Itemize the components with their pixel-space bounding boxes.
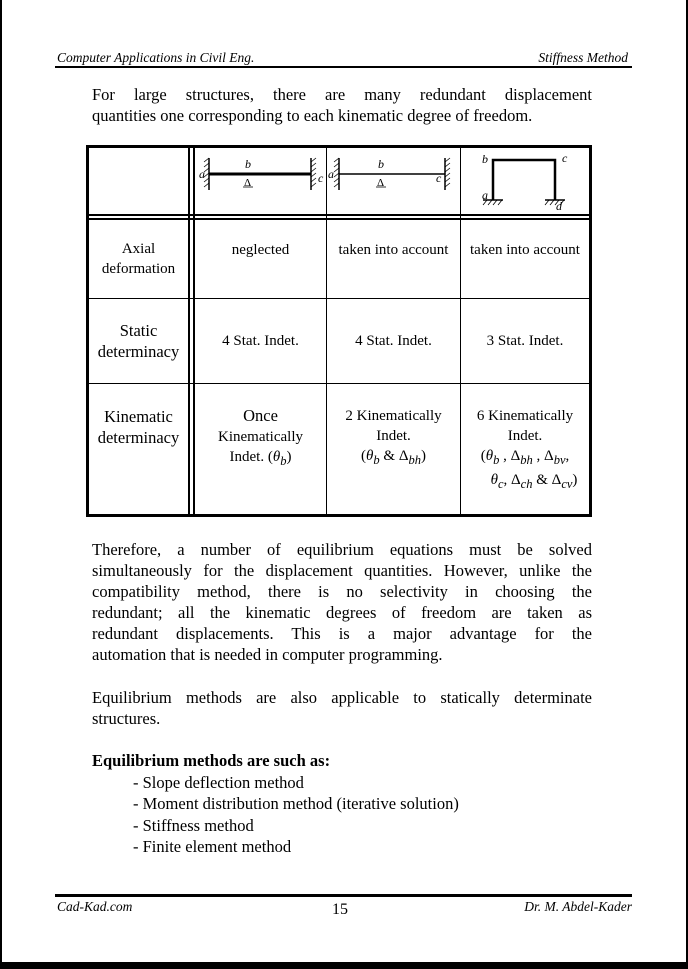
- cell-text: Indet.: [507, 428, 543, 444]
- label-line: Axial: [121, 241, 156, 257]
- page-border-left: [0, 0, 2, 969]
- node-label-a: a: [482, 188, 488, 202]
- text-line: Therefore, a number of equilibrium equations must be solved: [92, 540, 592, 559]
- cell-text: taken into account: [470, 242, 580, 258]
- cell-text: taken into account: [338, 242, 449, 258]
- text-line: redundant; all the kinematic degrees of freedom are taken as: [92, 603, 592, 622]
- row-label-kinematic-determinacy: [89, 384, 188, 514]
- cell-text: 4 Stat. Indet.: [355, 333, 432, 349]
- page-border-bottom: [0, 962, 688, 969]
- cell-static-beam2: [327, 299, 460, 383]
- node-label-a: a: [328, 167, 334, 181]
- fixed-beam-diagram-2: [327, 148, 460, 214]
- cell-text: Kinematically: [218, 429, 303, 445]
- cell-kinematic-beam1: [195, 384, 326, 514]
- applicability-paragraph: [92, 687, 592, 729]
- table-divider: [188, 145, 190, 517]
- text-line: compatibility method, there is no selectivity in choosing the: [92, 582, 592, 601]
- table-divider: [86, 214, 592, 216]
- portal-frame-diagram: [461, 148, 589, 214]
- header-chapter-title: Stiffness Method: [538, 50, 628, 65]
- text-line: redundant displacements. This is a major advantage for the: [92, 624, 592, 643]
- node-label-c: c: [562, 151, 568, 165]
- comparison-table: [86, 145, 592, 517]
- label-line: determinacy: [97, 342, 180, 361]
- node-label-c: c: [436, 171, 442, 185]
- node-label-b: b: [482, 152, 488, 166]
- cell-text: Indet.: [376, 428, 411, 444]
- text-line: structures.: [92, 709, 161, 728]
- row-label-axial-deformation: [89, 220, 188, 298]
- page-header: [57, 50, 630, 66]
- displacement-symbol: Δ: [377, 177, 385, 189]
- header-rule: [55, 66, 632, 68]
- label-line: deformation: [101, 261, 176, 277]
- cell-text: $\theta_c$, $\Delta_{ch}$ & $\Delta_{cv}$): [490, 472, 578, 491]
- label-line: Static: [119, 321, 158, 340]
- cell-text: Once: [243, 406, 278, 425]
- cell-axial-beam1: [195, 220, 326, 298]
- displacement-symbol: Δ: [244, 177, 252, 189]
- list-item: - Finite element method: [133, 836, 292, 856]
- cell-text: Indet. $(\theta_b)$: [229, 449, 292, 468]
- cell-text: 6 Kinematically: [476, 408, 574, 424]
- text-line: For large structures, there are many redundant displacement: [92, 85, 592, 104]
- text-line: simultaneously for the displacement quantities. However, unlike the: [92, 561, 592, 580]
- cell-kinematic-frame: [461, 384, 589, 514]
- cell-axial-frame: [461, 220, 589, 298]
- footer-rule: [55, 894, 632, 897]
- intro-paragraph: [92, 84, 592, 126]
- label-line: determinacy: [97, 428, 180, 447]
- node-label-b: b: [245, 157, 251, 171]
- equilibrium-explanation-paragraph: [92, 539, 592, 665]
- text-line: automation that is needed in computer programming.: [92, 645, 443, 664]
- cell-text: neglected: [231, 242, 290, 258]
- cell-text: 3 Stat. Indet.: [486, 333, 564, 349]
- node-label-b: b: [378, 157, 384, 171]
- cell-static-beam1: [195, 299, 326, 383]
- methods-heading: Equilibrium methods are such as:: [92, 751, 331, 770]
- text-line: Equilibrium methods are also applicable to statically determinate: [92, 688, 592, 707]
- footer-author: Dr. M. Abdel-Kader: [524, 899, 632, 914]
- node-label-c: c: [318, 171, 324, 185]
- cell-text: ($\theta_b$ & $\Delta_{bh}$): [361, 448, 426, 467]
- list-item: - Slope deflection method: [133, 773, 304, 792]
- header-course-title: Computer Applications in Civil Eng.: [57, 50, 255, 65]
- label-line: Kinematic: [104, 407, 173, 426]
- footer-website: Cad-Kad.com: [57, 899, 133, 914]
- fixed-beam-diagram-1: [195, 148, 326, 214]
- list-item: - Moment distribution method (iterative solution): [133, 794, 459, 814]
- cell-text: 4 Stat. Indet.: [222, 333, 299, 349]
- methods-list: [133, 772, 459, 857]
- cell-text: 2 Kinematically: [345, 408, 442, 424]
- cell-static-frame: [461, 299, 589, 383]
- list-item: - Stiffness method: [133, 815, 254, 835]
- node-label-d: d: [556, 199, 562, 213]
- node-label-a: a: [199, 167, 205, 181]
- text-line: quantities one corresponding to each kinematic degree of freedom.: [92, 106, 533, 125]
- cell-kinematic-beam2: [327, 384, 460, 514]
- cell-axial-beam2: [327, 220, 460, 298]
- row-label-static-determinacy: [89, 299, 188, 383]
- cell-text: ($\theta_b$ , $\Delta_{bh}$ , $\Delta_{bv}$,: [480, 448, 570, 467]
- page-number: 15: [332, 901, 348, 918]
